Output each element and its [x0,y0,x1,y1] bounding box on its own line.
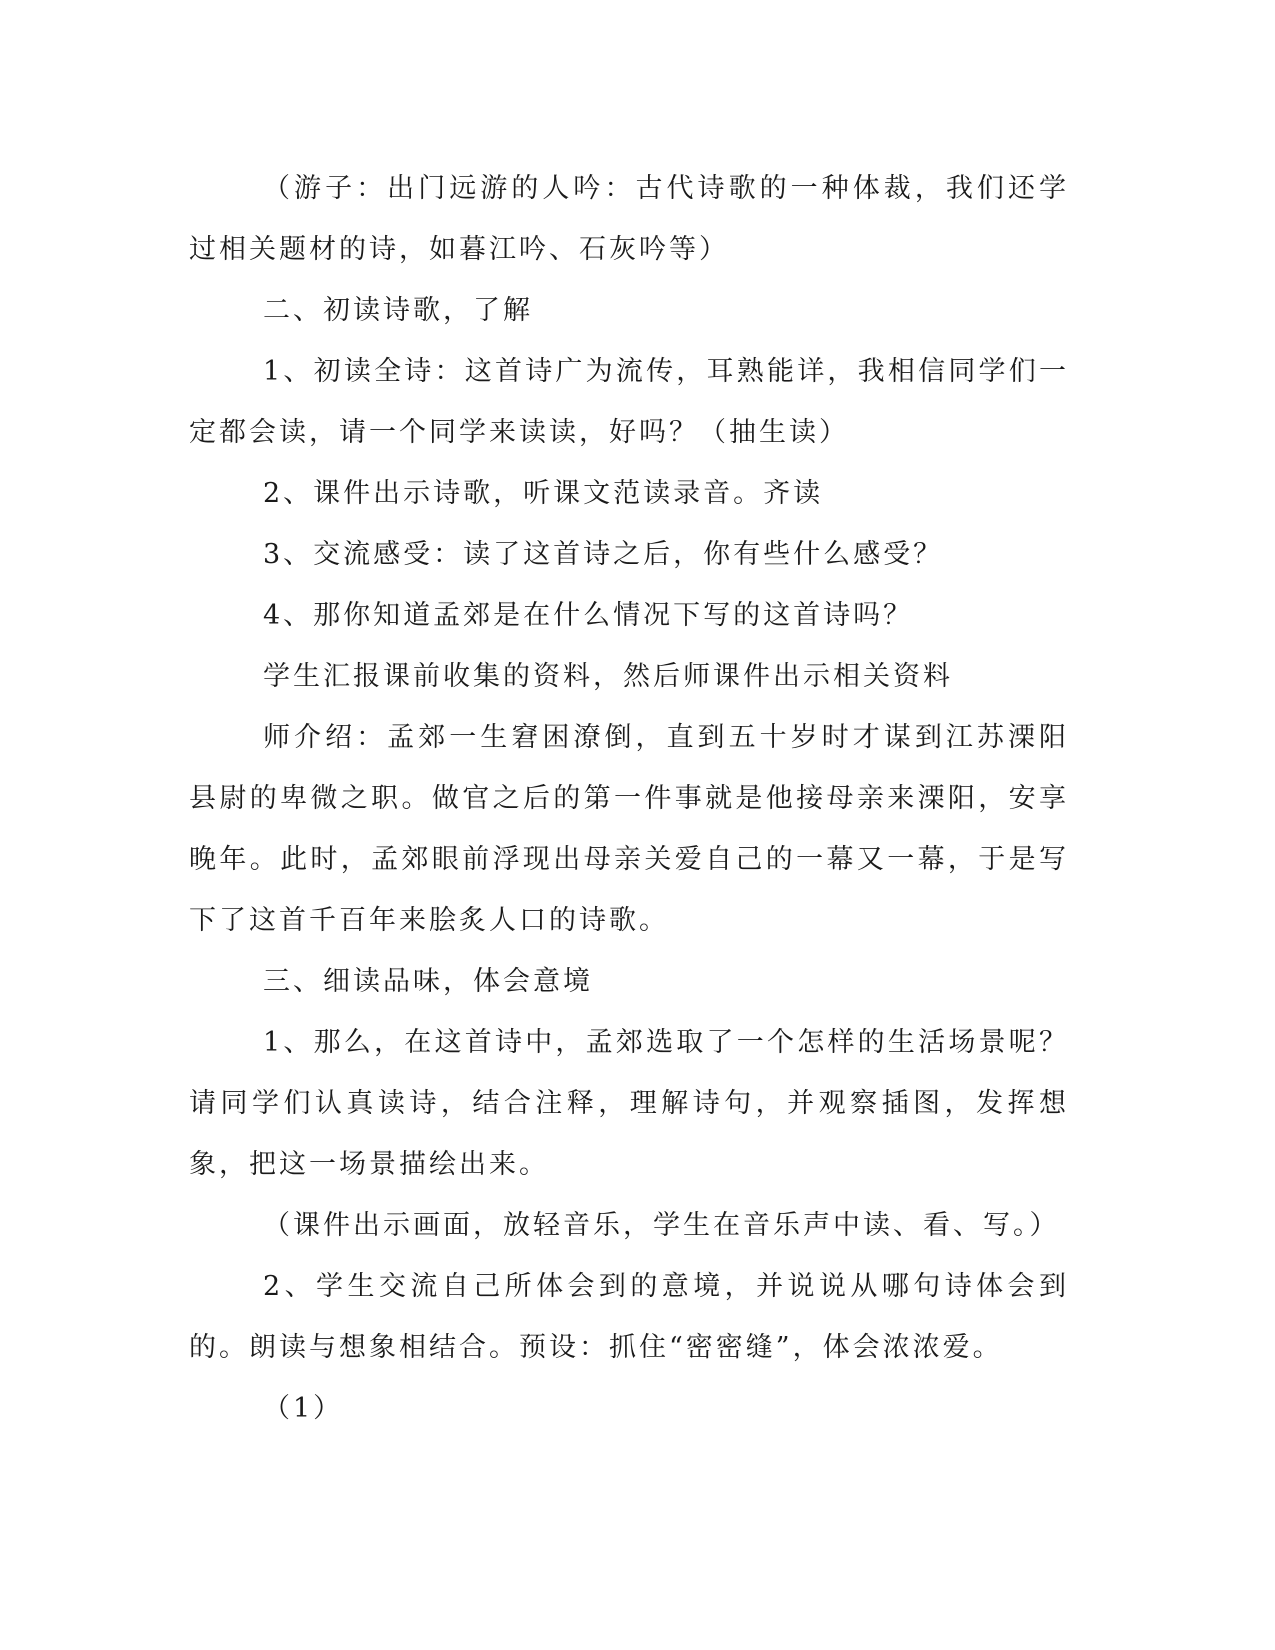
paragraph-step-2: 2、课件出示诗歌，听课文范读录音。齐读 [263,478,824,509]
paragraph-courseware-note: （课件出示画面，放轻音乐，学生在音乐声中读、看、写。） [263,1210,1060,1241]
paragraph-subitem-1: （1） [263,1393,344,1424]
paragraph-step-3: 3、交流感受：读了这首诗之后，你有些什么感受？ [263,539,944,570]
paragraph-question-1: 1、那么，在这首诗中，孟郊选取了一个怎样的生活场景呢？请同学们认真读诗，结合注释，理解诗句，并观察插图，发挥想象，把这一场景描绘出来。 [189,1027,1069,1180]
paragraph-step-4: 4、那你知道孟郊是在什么情况下写的这首诗吗？ [263,600,914,631]
section-heading-2: 二、初读诗歌，了解 [263,295,533,326]
paragraph-student-report: 学生汇报课前收集的资料，然后师课件出示相关资料 [263,661,953,692]
paragraph-step-1: 1、初读全诗：这首诗广为流传，耳熟能详，我相信同学们一定都会读，请一个同学来读读，好吗？（抽生读） [189,356,1069,448]
paragraph-question-2: 2、学生交流自己所体会到的意境，并说说从哪句诗体会到的。朗读与想象相结合。预设：抓住“密密缝”，体会浓浓爱。 [189,1271,1069,1363]
paragraph-teacher-intro: 师介绍：孟郊一生窘困潦倒，直到五十岁时才谋到江苏溧阳县尉的卑微之职。做官之后的第一件事就是他接母亲来溧阳，安享晚年。此时，孟郊眼前浮现出母亲关爱自己的一幕又一幕，于是写下了这首千百年来脍炙人口的诗歌。 [189,722,1069,936]
section-heading-3: 三、细读品味，体会意境 [263,966,593,997]
paragraph-note-youzi: （游子：出门远游的人吟：古代诗歌的一种体裁，我们还学过相关题材的诗，如暮江吟、石灰吟等） [189,173,1069,265]
document-body [189,158,1069,1439]
